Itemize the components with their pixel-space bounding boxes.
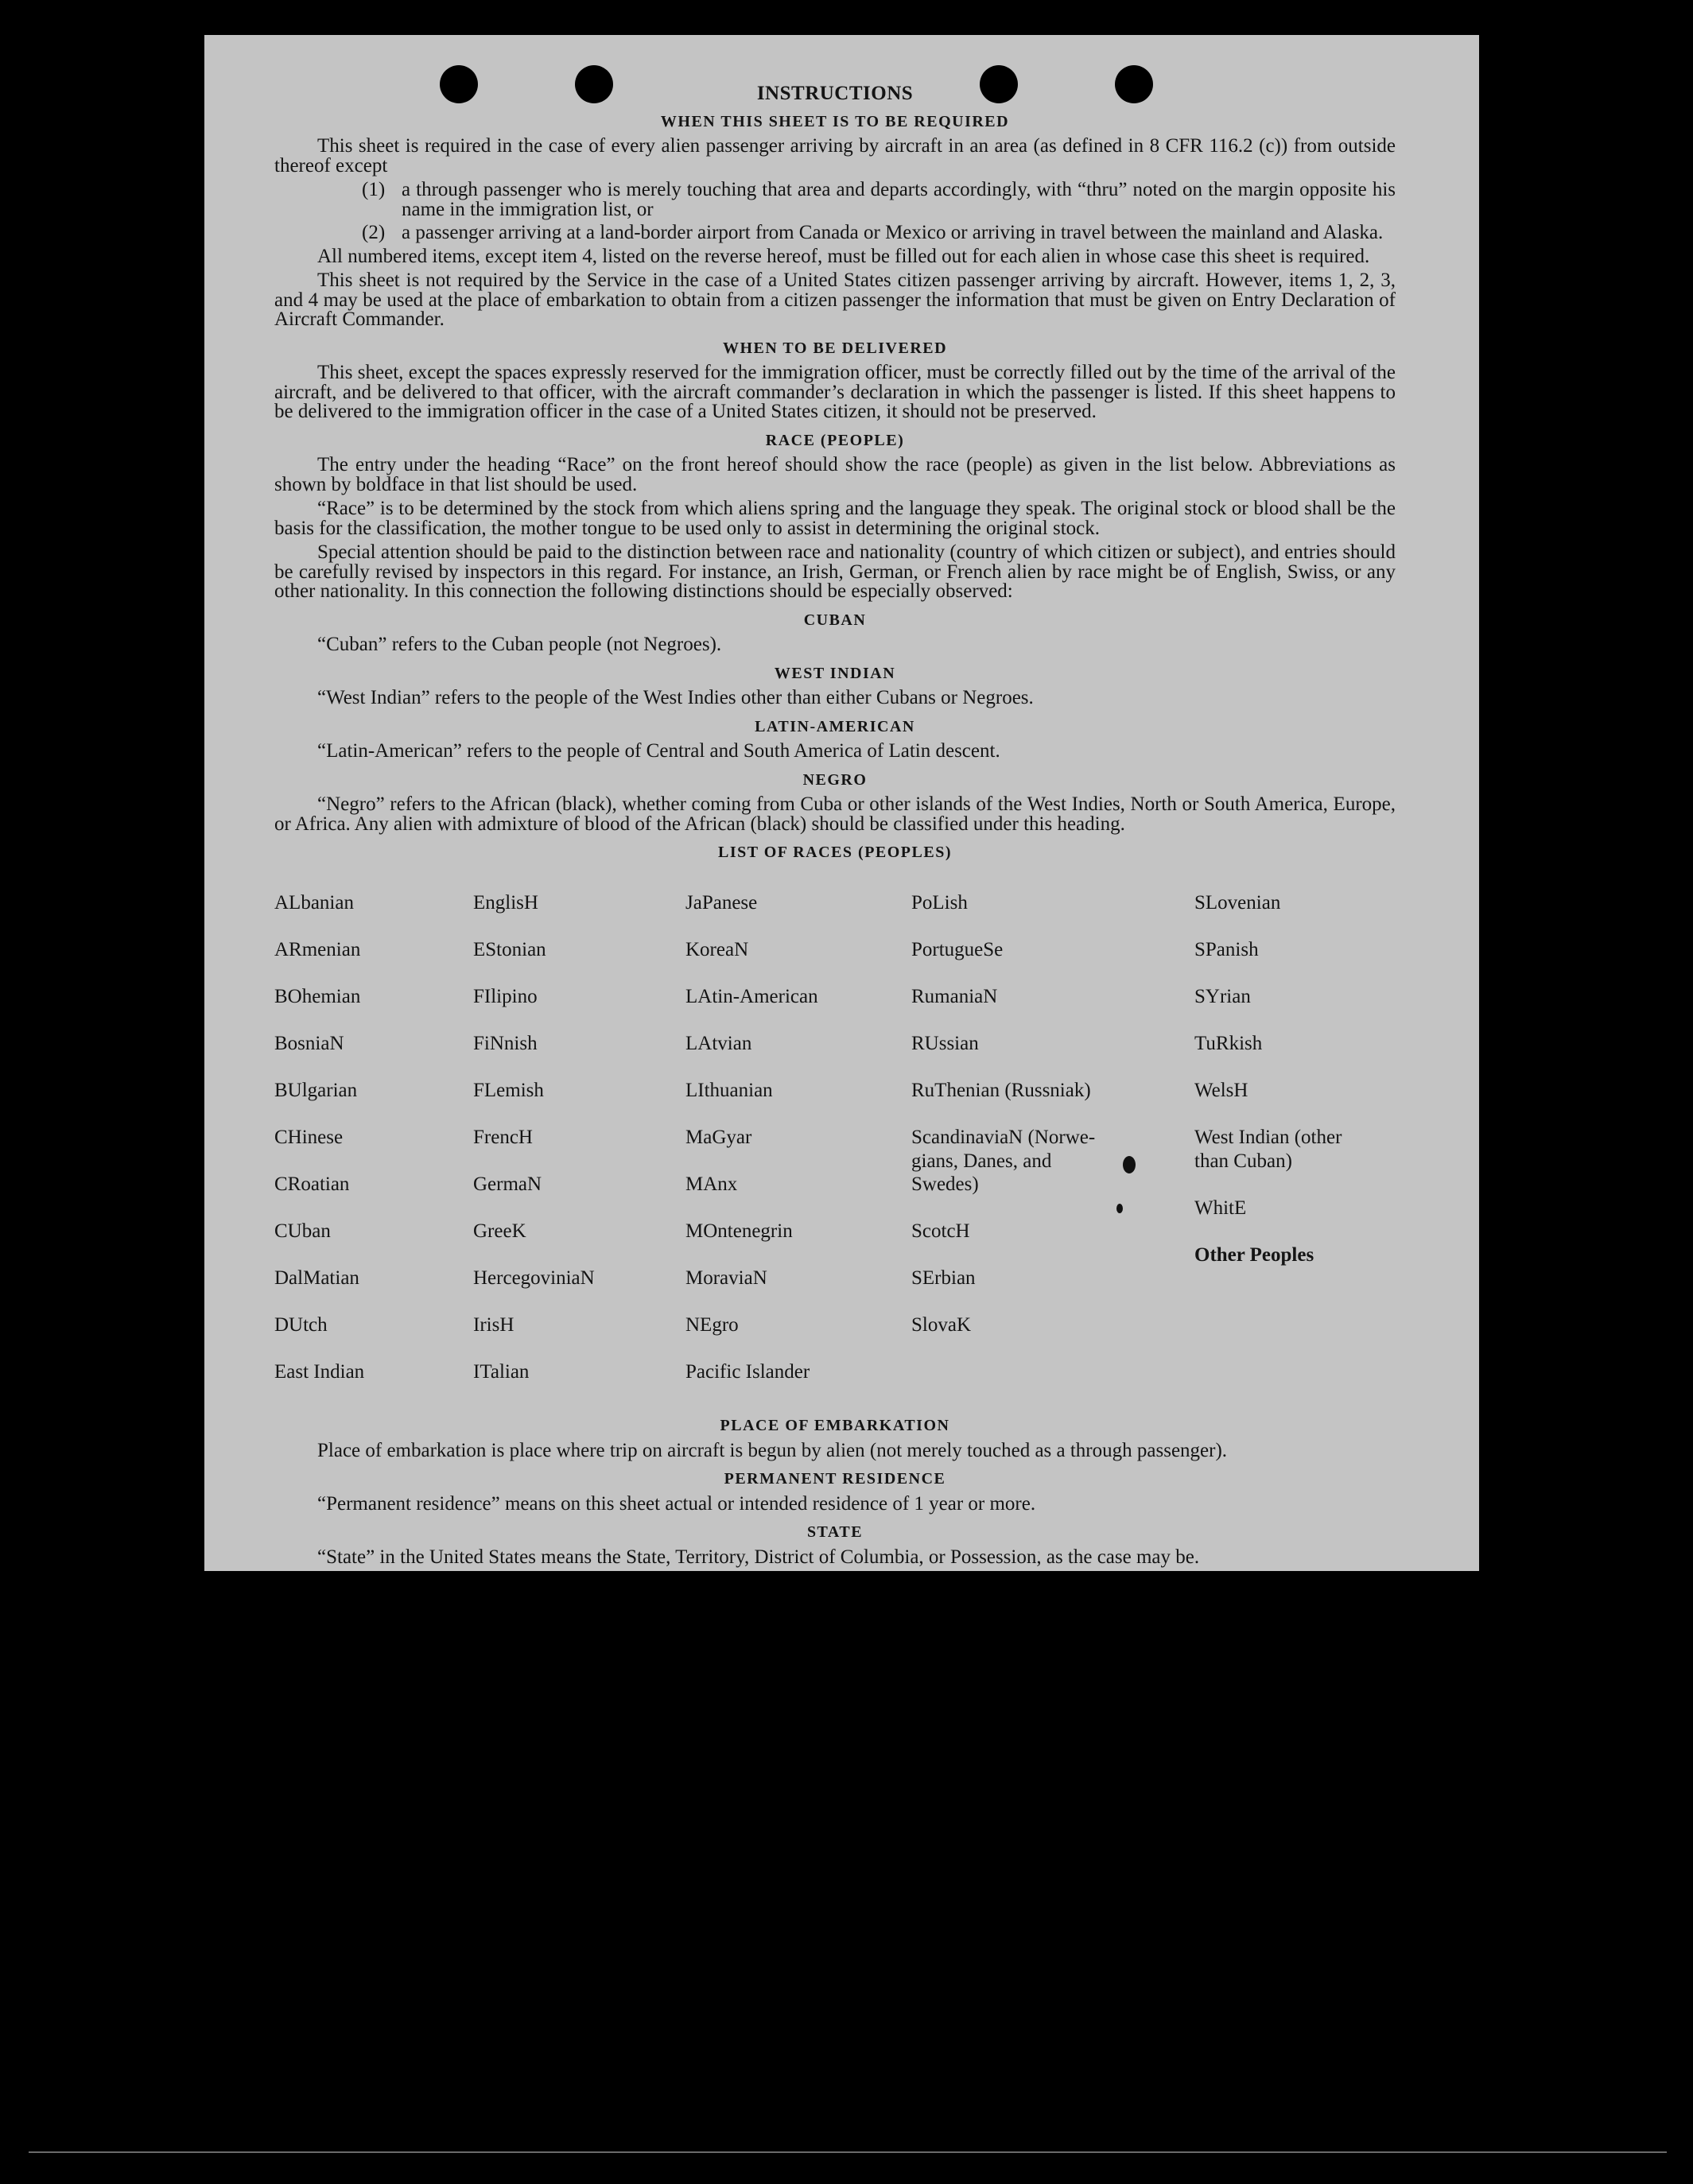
section-heading-list-of-races: LIST OF RACES (PEOPLES) — [717, 844, 952, 861]
race-list-table — [274, 868, 1396, 1408]
paragraph: “Negro” refers to the African (black), whether coming from Cuba or other islands of the West Indies, North or South America, Europe, or Africa. Any alien with admixture of blood of the African (black) should be classified under this heading. — [274, 793, 1396, 835]
section-heading-when-required: WHEN THIS SHEET IS TO BE REQUIRED — [660, 112, 1010, 130]
list-item: WhitE — [1194, 1197, 1247, 1219]
paragraph: The entry under the heading “Race” on the front hereof should show the race (people) as given in the list below. Abbreviations as shown by boldface in that list should be used. — [274, 454, 1396, 495]
list-item: CUban — [274, 1220, 331, 1242]
list-item: DalMatian — [274, 1267, 359, 1289]
list-item: GreeK — [473, 1220, 526, 1242]
list-item: SPanish — [1194, 939, 1259, 960]
paragraph: “Permanent residence” means on this sheet actual or intended residence of 1 year or more. — [317, 1492, 1036, 1515]
section-heading-cuban: CUBAN — [803, 611, 867, 629]
list-item: MOntenegrin — [685, 1220, 793, 1242]
paragraph: “West Indian” refers to the people of the West Indies other than either Cubans or Negroes. — [317, 687, 1034, 708]
instruction-sheet — [204, 35, 1479, 1571]
race-column — [911, 868, 1194, 1408]
list-item: FLemish — [473, 1080, 544, 1101]
paragraph: “Latin-American” refers to the people of Central and South America of Latin descent. — [317, 740, 1000, 762]
list-item: EStonian — [473, 939, 546, 960]
item-number: (2) — [362, 222, 386, 243]
list-item: IrisH — [473, 1314, 515, 1336]
list-item: BUlgarian — [274, 1080, 358, 1101]
race-column — [274, 868, 473, 1408]
section-heading-race: RACE (PEOPLE) — [765, 431, 905, 449]
paragraph: This sheet is not required by the Service in the case of a United States citizen passenger arriving by aircraft. However, items 1, 2, 3, and 4 may be used at the place of embarkation to obtain from a citizen passenger the information that must be given on Entry Declaration of Aircraft Commander. — [274, 270, 1396, 330]
list-item: SErbian — [911, 1267, 976, 1289]
list-item: WelsH — [1194, 1080, 1248, 1101]
list-item: SYrian — [1194, 986, 1251, 1007]
item-text: a passenger arriving at a land-border airport from Canada or Mexico or arriving in travel between the mainland and Alaska. — [402, 222, 1384, 243]
list-item: FiNnish — [473, 1033, 538, 1054]
paragraph: All numbered items, except item 4, listed on the reverse hereof, must be filled out for each alien in whose case this sheet is required. — [317, 245, 1370, 267]
paragraph: This sheet, except the spaces expressly reserved for the immigration officer, must be correctly filled out by the time of the arrival of the aircraft, and be delivered to that officer, with the aircraft commander’s declaration in which the passenger is listed. If this sheet happens to be delivered to the immigration officer in the case of a United States citizen, it should not be preserved. — [274, 362, 1396, 422]
list-item: East Indian — [274, 1361, 365, 1383]
race-column — [1194, 868, 1396, 1408]
list-item: RuThenian (Russniak) — [911, 1080, 1091, 1101]
paragraph: Special attention should be paid to the distinction between race and nationality (country of which citizen or subject), and entries should be carefully revised by inspectors in this regard. For instance, an Irish, German, or French alien by race might be of English, Swiss, or any other nationality. In this connection the following distinctions should be especially observed: — [274, 541, 1396, 602]
list-item: LAtvian — [685, 1033, 752, 1054]
list-item: CRoatian — [274, 1173, 350, 1195]
page-title: INSTRUCTIONS — [756, 83, 914, 104]
list-item: LAtin-American — [685, 986, 818, 1007]
section-heading-latin-american: LATIN-AMERICAN — [755, 717, 915, 735]
list-item: ARmenian — [274, 939, 361, 960]
list-item: FIlipino — [473, 986, 538, 1007]
list-item: MaGyar — [685, 1127, 752, 1148]
list-item: RUssian — [911, 1033, 979, 1054]
scan-edge-line — [29, 2151, 1667, 2153]
paragraph: “Race” is to be determined by the stock from which aliens spring and the language they speak. The original stock or blood shall be the basis for the classification, the mother tongue to be used only to assist in determining the original stock. — [274, 498, 1396, 539]
list-item: West Indian (other than Cuban) — [1194, 1127, 1342, 1172]
list-item: PortugueSe — [911, 939, 1004, 960]
list-item: HercegoviniaN — [473, 1267, 595, 1289]
list-item: PoLish — [911, 892, 968, 914]
section-heading-negro: NEGRO — [802, 770, 868, 789]
list-item: ScotcH — [911, 1220, 970, 1242]
section-heading-embarkation: PLACE OF EMBARKATION — [720, 1417, 950, 1434]
list-item: FrencH — [473, 1127, 533, 1148]
list-item: ScandinaviaN (Norwe- gians, Danes, and Swedes) — [911, 1127, 1096, 1195]
list-item: BOhemian — [274, 986, 361, 1007]
list-item: RumaniaN — [911, 986, 998, 1007]
paragraph: “State” in the United States means the State, Territory, District of Columbia, or Possession, as the case may be. — [317, 1546, 1200, 1568]
list-item: LIthuanian — [685, 1080, 773, 1101]
section-heading-residence: PERMANENT RESIDENCE — [724, 1470, 946, 1488]
instructions-content — [274, 84, 1396, 1572]
paragraph: “Cuban” refers to the Cuban people (not Negroes). — [317, 634, 722, 655]
paragraph: Place of embarkation is place where trip on aircraft is begun by alien (not merely touched as a through passenger). — [317, 1439, 1228, 1461]
list-item: NEgro — [685, 1314, 739, 1336]
paragraph: This sheet is required in the case of every alien passenger arriving by aircraft in an area (as defined in 8 CFR 116.2 (c)) from outside thereof except — [274, 135, 1396, 177]
list-item: Other Peoples — [1194, 1243, 1314, 1266]
list-item: KoreaN — [685, 939, 749, 960]
section-heading-state: STATE — [806, 1523, 864, 1541]
list-item — [362, 180, 1396, 219]
list-item: DUtch — [274, 1314, 328, 1336]
race-column — [473, 868, 685, 1408]
list-item: MoraviaN — [685, 1267, 767, 1289]
list-item: MAnx — [685, 1173, 738, 1195]
race-column — [685, 868, 911, 1408]
section-heading-when-delivered: WHEN TO BE DELIVERED — [722, 339, 948, 357]
list-item: GermaN — [473, 1173, 542, 1195]
list-item: Pacific Islander — [685, 1361, 810, 1383]
list-item: BosniaN — [274, 1033, 344, 1054]
list-item: EnglisH — [473, 892, 538, 914]
list-item: TuRkish — [1194, 1033, 1263, 1054]
item-text: a through passenger who is merely touching that area and departs accordingly, with “thru” noted on the margin opposite his name in the immigration list, or — [402, 179, 1396, 220]
list-item — [362, 223, 1396, 243]
list-item: SLovenian — [1194, 892, 1281, 914]
list-item: CHinese — [274, 1127, 344, 1148]
item-number: (1) — [362, 179, 386, 200]
list-item: ALbanian — [274, 892, 354, 914]
section-heading-west-indian: WEST INDIAN — [774, 664, 896, 682]
list-item: SlovaK — [911, 1314, 971, 1336]
list-item: ITalian — [473, 1361, 530, 1383]
list-item: JaPanese — [685, 892, 758, 914]
